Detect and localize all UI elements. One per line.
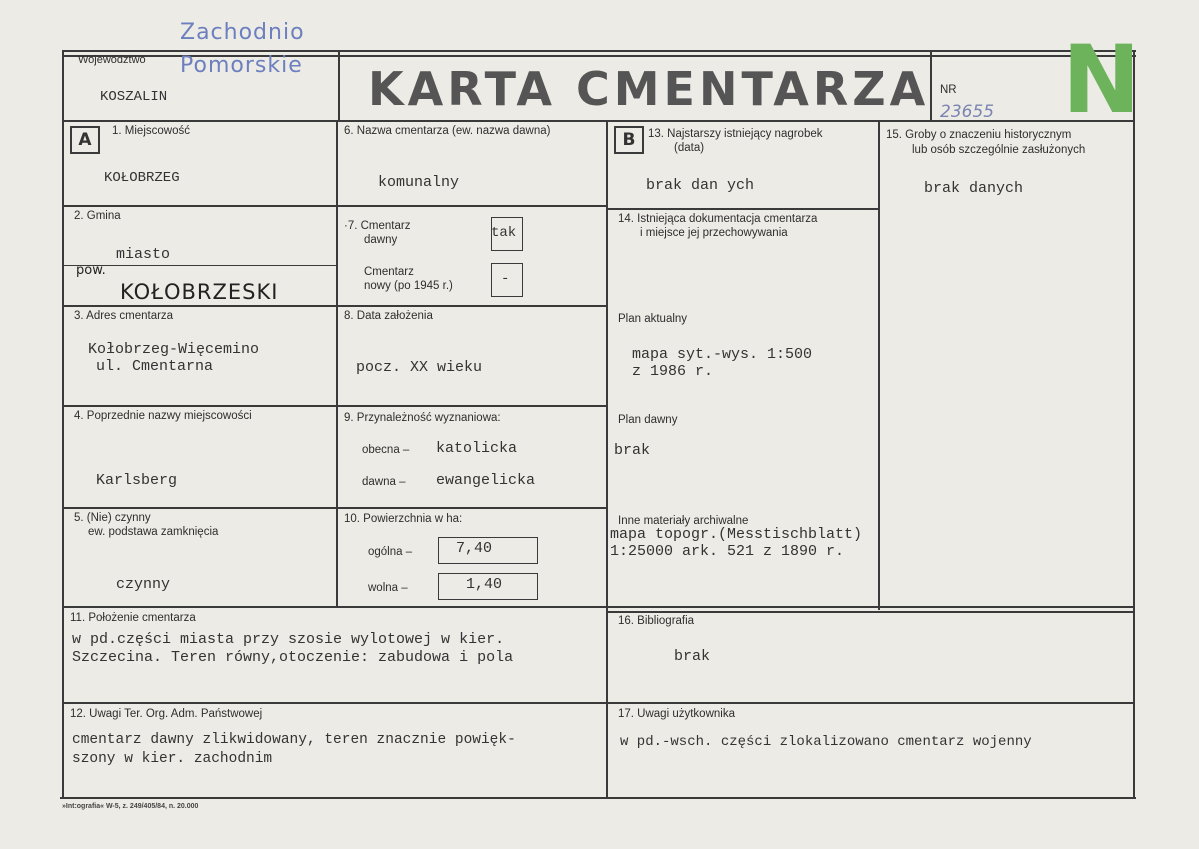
field2-label: 2. Gmina bbox=[74, 210, 121, 222]
field14-label-line2: i miejsce jej przechowywania bbox=[640, 227, 788, 239]
field9-label: 9. Przynależność wyznaniowa: bbox=[344, 412, 501, 424]
wojewodztwo-stamp-line2: Pomorskie bbox=[180, 53, 303, 78]
pow-value: KOŁOBRZESKI bbox=[120, 280, 279, 304]
category-mark: N bbox=[1062, 26, 1141, 135]
frame-bottom bbox=[60, 797, 1136, 799]
field8-value: pocz. XX wieku bbox=[356, 359, 483, 376]
field16-value: brak bbox=[674, 648, 711, 665]
field5-label-line2: ew. podstawa zamknięcia bbox=[88, 526, 219, 538]
field12-line2: szony w kier. zachodnim bbox=[72, 751, 273, 767]
header-divider-1 bbox=[338, 50, 340, 122]
col-divider-3 bbox=[878, 120, 880, 610]
field9-dawna-label: dawna – bbox=[362, 476, 406, 488]
header-divider-2 bbox=[930, 50, 932, 122]
field9-obecna-label: obecna – bbox=[362, 444, 410, 456]
field11-line2: Szczecina. Teren równy,otoczenie: zabudowa i pola bbox=[72, 649, 514, 666]
field11-label: 11. Położenie cmentarza bbox=[70, 612, 196, 624]
field17-value: w pd.-wsch. części zlokalizowano cmentarz wojenny bbox=[620, 734, 1032, 750]
field15-label-line1: 15. Groby o znaczeniu historycznym bbox=[886, 129, 1072, 141]
field10-ogolna-label: ogólna – bbox=[368, 546, 413, 558]
field13-label-line2: (data) bbox=[674, 142, 705, 154]
field2-value: miasto bbox=[116, 246, 171, 263]
field10-wolna-label: wolna – bbox=[368, 582, 408, 594]
wojewodztwo-stamp-line1: Zachodnio bbox=[180, 20, 305, 45]
field7-label-line2: dawny bbox=[364, 234, 398, 246]
row-line-c1-6 bbox=[62, 702, 1135, 704]
col-divider-2 bbox=[606, 120, 608, 797]
field9-dawna-value: ewangelicka bbox=[436, 472, 536, 489]
plan-dawny-label: Plan dawny bbox=[618, 414, 678, 426]
field16-label: 16. Bibliografia bbox=[618, 615, 695, 627]
field1-value: KOŁOBRZEG bbox=[104, 170, 180, 186]
field4-label: 4. Poprzednie nazwy miejscowości bbox=[74, 410, 252, 422]
nr-label: NR bbox=[940, 84, 957, 96]
field7-nowy-line1: Cmentarz bbox=[364, 266, 414, 278]
inne-materialy-line2: 1:25000 ark. 521 z 1890 r. bbox=[610, 543, 845, 560]
field6-value: komunalny bbox=[378, 174, 460, 191]
field14-label-line1: 14. Istniejąca dokumentacja cmentarza bbox=[618, 213, 818, 225]
row-line-c1-5 bbox=[62, 606, 1135, 608]
frame-right bbox=[1133, 50, 1135, 799]
nr-value: 23655 bbox=[940, 102, 995, 122]
field8-label: 8. Data założenia bbox=[344, 310, 433, 322]
row-line-c1-3 bbox=[62, 405, 608, 407]
field17-label: 17. Uwagi użytkownika bbox=[618, 708, 735, 720]
field7-nowy-line2: nowy (po 1945 r.) bbox=[364, 280, 453, 292]
plan-aktualny-label: Plan aktualny bbox=[618, 313, 688, 325]
field15-value: brak danych bbox=[924, 180, 1024, 197]
field5-label-line1: 5. (Nie) czynny bbox=[74, 512, 151, 524]
field5-value: czynny bbox=[116, 576, 171, 593]
row-line-c1-1 bbox=[62, 205, 608, 207]
field10-label: 10. Powierzchnia w ha: bbox=[344, 513, 463, 525]
field7-nowy-value: - bbox=[501, 271, 510, 287]
field4-value: Karlsberg bbox=[96, 472, 178, 489]
row-line-c3-1 bbox=[606, 208, 880, 210]
field11-line1: w pd.części miasta przy szosie wylotowej w kier. bbox=[72, 631, 505, 648]
field1-label: 1. Miejscowość bbox=[112, 125, 190, 137]
row-line-c1-4 bbox=[62, 507, 608, 509]
plan-aktualny-line2: z 1986 r. bbox=[632, 363, 714, 380]
col-divider-1 bbox=[336, 120, 338, 608]
field7-label-line1: ·7. Cmentarz bbox=[344, 220, 411, 232]
plan-dawny-value: brak bbox=[614, 442, 651, 459]
field9-obecna-value: katolicka bbox=[436, 440, 518, 457]
field7-dawny-value: tak bbox=[491, 225, 517, 241]
row-line-c1-2 bbox=[62, 305, 608, 307]
field15-label-line2: lub osób szczególnie zasłużonych bbox=[912, 144, 1086, 156]
inne-materialy-label: Inne materiały archiwalne bbox=[618, 515, 749, 527]
field3-line1: Kołobrzeg-Więcemino bbox=[88, 341, 260, 358]
plan-aktualny-line1: mapa syt.-wys. 1:500 bbox=[632, 346, 813, 363]
field12-line1: cmentarz dawny zlikwidowany, teren znacznie powięk- bbox=[72, 732, 516, 748]
field3-label: 3. Adres cmentarza bbox=[74, 310, 174, 322]
section-a-box: A bbox=[70, 126, 100, 154]
pow-label: pow. bbox=[76, 263, 106, 278]
section-b-box: B bbox=[614, 126, 644, 154]
field13-value: brak dan ych bbox=[646, 177, 755, 194]
inne-materialy-line1: mapa topogr.(Messtischblatt) bbox=[610, 526, 863, 543]
field13-label-line1: 13. Najstarszy istniejący nagrobek bbox=[648, 128, 823, 140]
field10-wolna-value: 1,40 bbox=[466, 576, 503, 593]
field10-ogolna-value: 7,40 bbox=[456, 540, 493, 557]
printer-footer: »Int:ografia« W-5, z. 249/405/84, n. 20.000 bbox=[62, 803, 199, 810]
wojewodztwo-typed: KOSZALIN bbox=[100, 89, 168, 105]
wojewodztwo-label: Województwo bbox=[78, 54, 146, 66]
field12-label: 12. Uwagi Ter. Org. Adm. Państwowej bbox=[70, 708, 263, 720]
row-line-c3-2 bbox=[606, 611, 1135, 613]
card-title: KARTA CMENTARZA bbox=[368, 62, 930, 116]
field3-line2: ul. Cmentarna bbox=[96, 358, 214, 375]
field6-label: 6. Nazwa cmentarza (ew. nazwa dawna) bbox=[344, 125, 551, 137]
frame-top bbox=[64, 50, 1136, 52]
frame-left bbox=[62, 50, 64, 799]
